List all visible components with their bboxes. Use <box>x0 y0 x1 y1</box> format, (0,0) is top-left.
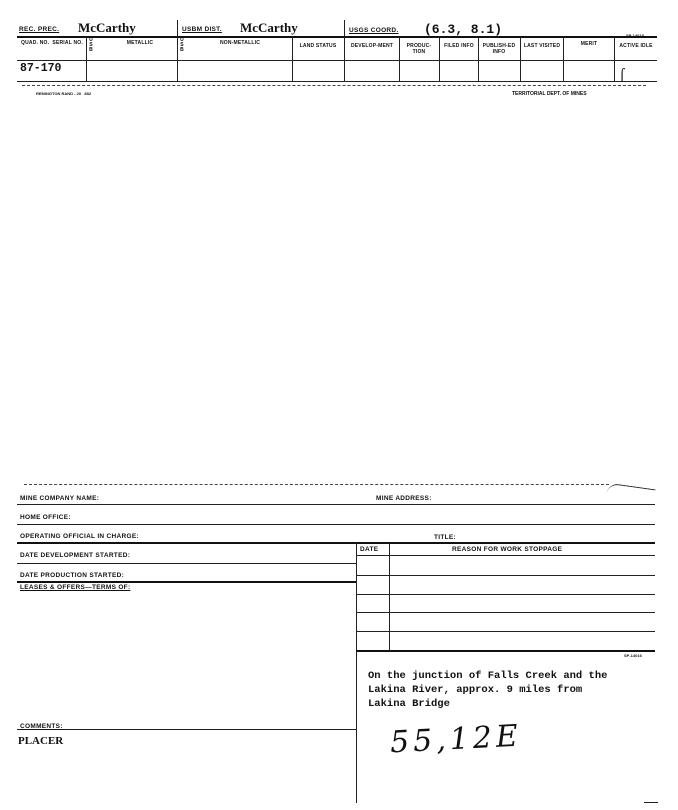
location-line: Lakina Bridge <box>368 698 450 710</box>
header-divider <box>344 20 345 36</box>
rec-prec-value: McCarthy <box>78 20 136 35</box>
table-row <box>356 594 655 595</box>
table-divider <box>356 543 357 651</box>
location-description <box>368 669 658 711</box>
mine-address-label: MINE ADDRESS: <box>376 495 432 502</box>
rule <box>17 60 657 61</box>
form-number-2: SP-14016 <box>624 653 642 658</box>
col-merit: MERIT <box>580 41 598 47</box>
col-metallic: METALLIC <box>126 40 154 46</box>
location-line: On the junction of Falls Creek and the <box>368 670 608 682</box>
col-quad-serial <box>18 40 86 46</box>
rule <box>644 802 658 803</box>
col-development: DEVELOP-MENT <box>350 43 394 49</box>
card-edge <box>22 85 646 86</box>
operating-official-label: OPERATING OFFICIAL IN CHARGE: <box>20 533 139 540</box>
date-column-header: DATE <box>360 546 379 553</box>
col-serial-no: SERIAL NO. <box>52 40 83 46</box>
rule <box>17 524 655 525</box>
home-office-label: HOME OFFICE: <box>20 514 71 521</box>
rule <box>17 542 655 544</box>
col-divider <box>344 37 345 81</box>
col-divider <box>399 37 400 81</box>
table-divider <box>389 543 390 651</box>
header-divider <box>177 20 178 36</box>
rule <box>17 563 356 564</box>
col-divider <box>86 37 87 81</box>
col-divider <box>614 37 615 81</box>
rule <box>17 729 356 730</box>
handwritten-note: 55,12E <box>389 718 523 761</box>
col-production: PRODUC-TION <box>406 43 432 55</box>
col-active-idle: ACTIVE IDLE <box>619 43 653 49</box>
card-edge <box>24 484 609 485</box>
col-divider <box>563 37 564 81</box>
rule <box>17 36 657 38</box>
col-quad-no: QUAD. NO. <box>21 40 50 46</box>
usgs-coord-label: USGS COORD. <box>349 27 399 34</box>
col-divider <box>292 37 293 81</box>
col-non-metallic: NON-METALLIC <box>219 40 261 46</box>
col-divider <box>478 37 479 81</box>
form-number: SP-14015 <box>626 33 644 38</box>
rule <box>17 581 356 583</box>
printer-label <box>36 91 91 96</box>
quad-serial-value: 87-170 <box>20 62 62 75</box>
reason-column-header: REASON FOR WORK STOPPAGE <box>452 546 563 553</box>
date-production-started-label: DATE PRODUCTION STARTED: <box>20 572 125 579</box>
department-label: TERRITORIAL DEPT. OF MINES <box>512 91 587 97</box>
col-usb-right: U S B <box>180 37 184 53</box>
table-row <box>356 631 655 632</box>
col-divider <box>520 37 521 81</box>
location-line: Lakina River, approx. 9 miles from <box>368 684 583 696</box>
table-row <box>356 612 655 613</box>
mine-company-name-label: MINE COMPANY NAME: <box>20 495 100 502</box>
card-corner <box>606 483 655 501</box>
title-label: TITLE: <box>434 534 457 541</box>
table-row <box>356 575 655 576</box>
rule <box>17 504 655 505</box>
active-idle-mark: ⌠ <box>619 68 626 82</box>
rule <box>356 555 655 556</box>
rule <box>17 81 657 82</box>
col-published-info: PUBLISH-ED INFO <box>482 43 516 55</box>
usgs-coord-value: (6.3, 8.1) <box>424 22 503 37</box>
date-development-started-label: DATE DEVELOPMENT STARTED: <box>20 552 131 559</box>
printer-text: REMINGTON RAND - 20 <box>36 91 82 96</box>
section-divider <box>356 651 357 803</box>
col-last-visited: LAST VISITED <box>523 43 561 49</box>
comments-value: PLACER <box>18 735 64 747</box>
usbm-dist-label: USBM DIST. <box>182 26 222 33</box>
printer-code: 882 <box>84 91 92 96</box>
col-divider <box>439 37 440 81</box>
usbm-dist-value: McCarthy <box>240 20 298 35</box>
col-usb-left: U S B <box>89 37 93 53</box>
leases-offers-label: LEASES & OFFERS—TERMS OF: <box>20 584 131 591</box>
table-row <box>356 650 655 652</box>
col-divider <box>177 37 178 81</box>
rec-prec-label: REC. PREC. <box>19 26 60 33</box>
col-land-status: LAND STATUS <box>299 43 337 49</box>
comments-label: COMMENTS: <box>20 723 63 730</box>
col-filed-info: FILED INFO <box>444 43 474 49</box>
